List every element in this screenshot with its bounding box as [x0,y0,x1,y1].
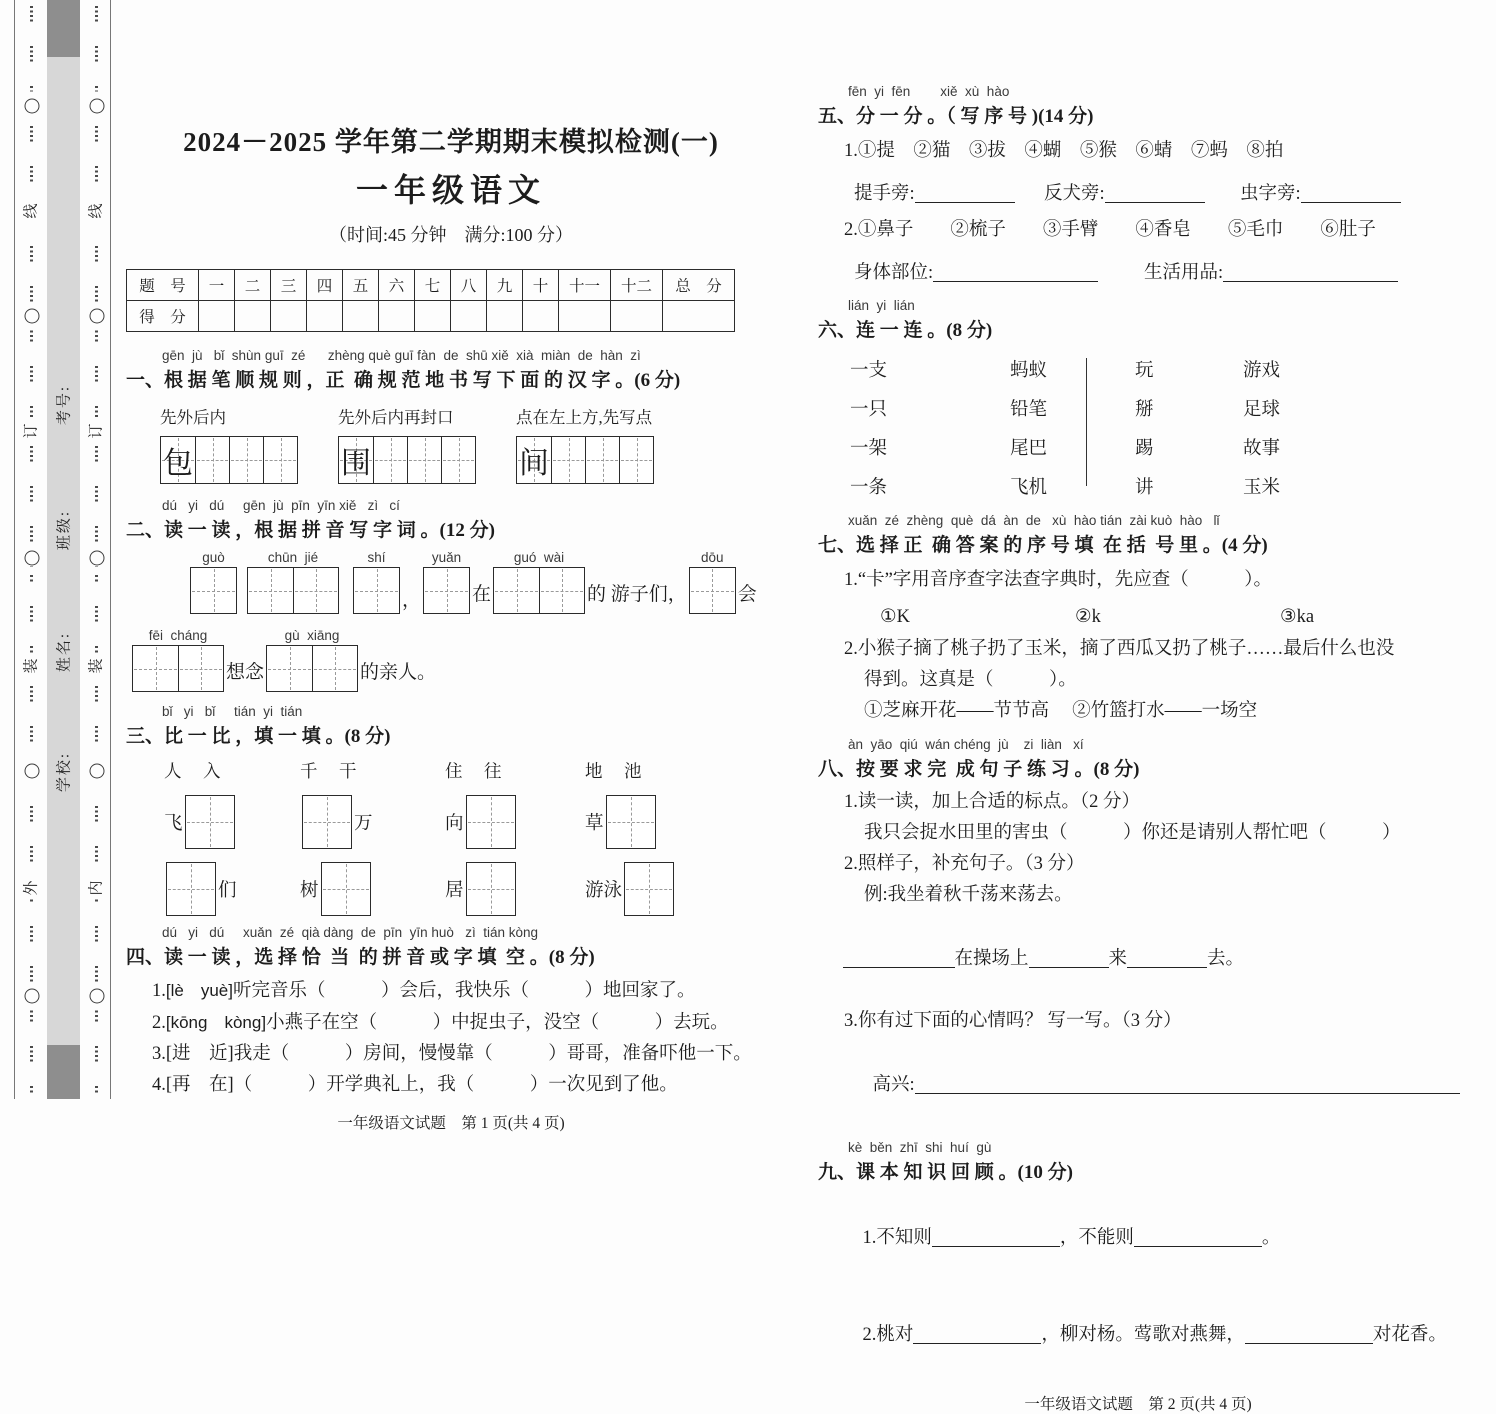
pinyin-box-unit [689,550,736,614]
fill-text: 们 [218,881,237,901]
fill-sentence [818,913,1458,1006]
match-term: 足球 [1243,400,1281,420]
score-table-score-row [127,301,735,332]
matching-divider [1086,358,1087,486]
choice-bracket: [进 近] [165,1044,234,1064]
binding-circle [24,551,39,566]
question-text: （ ）开学典礼上，我（ ）一次见到了他。 [233,1075,678,1095]
question-number: 2. [152,1013,166,1033]
pinyin-label: dōu [701,550,724,565]
answer-blank [933,261,1098,282]
fold-strip-dark-bottom [47,1045,80,1099]
answer-box [353,567,400,614]
option-item: ①K [880,607,910,627]
option-item: ②k [1075,607,1101,627]
pinyin-hint-s2: dú yi dú gēn jù pīn yīn xiě zì cí [162,498,400,513]
answer-blank [913,1323,1041,1344]
sentence-text: 想念 [226,662,265,683]
fill-item [585,861,776,917]
binding-circle [89,309,104,324]
fill-text: 向 [445,814,464,834]
answer-blank [915,182,1015,203]
exam-meta: （时间:45 分钟 满分:100 分） [328,225,573,245]
score-cell-empty [271,301,307,332]
score-row-label: 得 分 [127,301,199,332]
score-header-cell: 题 号 [127,270,199,301]
question-number: 1. [152,981,166,1001]
fill-text: 万 [354,814,373,834]
fill-text: 2.桃对 [862,1325,914,1345]
match-term: 一支 [850,361,888,381]
score-cell-empty [451,301,487,332]
section-heading-6: 六、连 一 连 。(8 分) [818,320,993,341]
score-header-cell: 总 分 [663,270,735,301]
stroke-order-exercise [126,404,776,484]
match-term: 踢 [1135,439,1154,459]
pinyin-hint-s3: bǐ yi bǐ tián yi tián [162,704,303,719]
answer-blank [1134,1226,1262,1247]
choice-bracket: [lè yuè] [165,981,233,1000]
score-header-cell: 十 [523,270,559,301]
blank-label: 身体部位: [854,263,934,283]
fill-item [445,861,585,917]
match-term: 飞机 [1010,478,1048,498]
pinyin-label: gù xiāng [284,628,340,643]
score-cell-empty [559,301,611,332]
pinyin-label: guó wài [513,550,565,565]
answer-box [321,862,371,916]
fill-text: 。 [1261,1228,1281,1248]
question-item: 得到。这真是（ ）。 [864,670,1077,690]
question-item: 3.你有过下面的心情吗？ 写一写。（3 分） [844,1011,1182,1031]
answer-blank [932,1226,1060,1247]
option-row [818,606,1458,628]
score-header-cell: 十一 [559,270,611,301]
score-header-cell: 一 [199,270,235,301]
binding-circle [24,764,39,779]
question-text: 小燕子在空（ ）中捉虫子，没空（ ）去玩。 [266,1013,729,1033]
pinyin-hint-s6: lián yi lián [848,298,915,313]
pinyin-hint-s4: dú yi dú xuǎn zé qià dàng de pīn yīn huò zì tián kòng [162,925,538,940]
example-sentence: 例:我坐着秋千荡来荡去。 [864,885,1073,905]
fill-text: 游泳 [585,881,623,901]
binding-char: 线 [22,199,41,222]
answer-box [466,862,516,916]
dotted-rule-left [23,6,39,1093]
match-term: 玩 [1135,361,1154,381]
margin-frame-line [14,0,15,1099]
pinyin-box-unit [132,628,224,692]
score-header-cell: 二 [235,270,271,301]
section-heading-2: 二、读 一 读 ，根 据 拼 音 写 字 词 。(12 分) [126,520,495,541]
category-blank-item [854,258,1144,284]
blank-label: 生活用品: [1144,263,1224,283]
section-heading-5: 五、分 一 分 。（ 写 序 号 )(14 分) [818,106,1094,127]
fill-text: 草 [585,814,604,834]
stroke-rule-label: 先外后内 [160,408,226,427]
score-cell-empty [307,301,343,332]
compare-column [300,758,445,917]
blank-label: 虫字旁: [1240,184,1301,204]
match-term: 一只 [850,400,888,420]
writing-grid [160,436,298,484]
blank-label: 反犬旁: [1044,184,1105,204]
question-item: 1.①提 ②猫 ③拔 ④蝴 ⑤猴 ⑥蜻 ⑦蚂 ⑧拍 [844,141,1284,161]
answer-blank [843,947,955,968]
score-header-cell: 五 [343,270,379,301]
page-1 [126,0,776,1133]
question-item: 2.①鼻子 ②梳子 ③手臂 ④香皂 ⑤毛巾 ⑥肚子 [844,220,1376,240]
pinyin-box-unit [423,550,470,614]
section-heading-1: 一、根 据 笔 顺 规 则 ，正 确 规 范 地 书 写 下 面 的 汉 字 。(6 分) [126,370,681,391]
score-cell-empty [199,301,235,332]
grid-char: 围 [341,447,371,480]
fill-text: 来 [1108,949,1128,969]
question-item [126,1070,776,1101]
recall-item [818,1289,1458,1382]
score-table-header-row [127,270,735,301]
binding-char: 内 [87,876,106,899]
answer-blank [1245,1323,1373,1344]
pinyin-label: shí [367,550,386,565]
fill-text: 对花香。 [1372,1325,1447,1345]
answer-box [266,645,358,692]
sentence-text: 的亲人。 [360,662,437,683]
fill-item [585,794,776,850]
pinyin-writing-line-1 [126,550,776,614]
score-cell-empty [415,301,451,332]
answer-box [493,567,585,614]
option-item: ③ka [1280,607,1315,627]
sentence-text: 会 [737,584,757,605]
answer-box [423,567,470,614]
fill-text: 飞 [164,814,183,834]
category-blank-item [1144,258,1458,284]
answer-box [166,862,216,916]
pinyin-hint-s9: kè běn zhī shi huí gù [848,1140,992,1155]
question-item: 1.读一读，加上合适的标点。（2 分） [844,792,1141,812]
question-item: 我只会捉水田里的害虫（ ）你还是请别人帮忙吧（ ） [864,823,1401,843]
pinyin-writing-line-2 [126,628,776,692]
answer-box [247,567,339,614]
strip-label-name: 姓名: [56,631,73,673]
score-header-cell: 七 [415,270,451,301]
binding-char: 订 [87,419,106,442]
match-term: 故事 [1243,439,1281,459]
pinyin-box-unit [266,628,358,692]
score-cell-empty [343,301,379,332]
answer-box [132,645,224,692]
option-row: ①芝麻开花——节节高 ②竹篮打水——一场空 [864,701,1258,721]
char-pair: 千 干 [300,761,359,781]
question-item: 2.照样子，补充句子。（3 分） [844,854,1085,874]
sentence-text: 在 [472,584,492,605]
answer-box [190,567,237,614]
stroke-order-item [338,404,476,484]
section-heading-9: 九、课 本 知 识 回 顾 。(10 分) [818,1162,1073,1183]
exam-subtitle: 一年级语文 [355,172,546,208]
question-item [126,1039,776,1070]
page-footer: 一年级语文试题 第 1 页(共 4 页) [337,1115,565,1132]
page-footer: 一年级语文试题 第 2 页(共 4 页) [1024,1396,1252,1413]
score-header-cell: 十二 [611,270,663,301]
fill-text: 居 [445,881,464,901]
compare-fill-exercise [126,758,776,917]
strip-label-class: 班级: [56,509,73,551]
binding-circle [24,989,39,1004]
char-pair: 住 往 [445,761,504,781]
category-blank-row [818,258,1458,284]
fill-text: 树 [300,881,319,901]
fill-text: 1.不知则 [862,1228,932,1248]
score-cell-empty [611,301,663,332]
binding-circle [89,551,104,566]
answer-box [466,795,516,849]
page-2 [818,0,1458,1414]
answer-box [185,795,235,849]
binding-circle [24,99,39,114]
blank-label: 提手旁: [854,184,915,204]
question-item [126,975,776,1007]
pinyin-hint-s5: fēn yi fēn xiě xù hào [848,84,1010,99]
matching-exercise [818,356,1458,499]
score-header-cell: 六 [379,270,415,301]
score-cell-empty [487,301,523,332]
compare-column [445,758,585,917]
section-heading-8: 八、按 要 求 完 成 句 子 练 习 。(8 分) [818,759,1140,780]
fill-text: ，柳对杨。莺歌对燕舞， [1041,1325,1245,1345]
answer-box [606,795,656,849]
pinyin-hint-s7: xuǎn zé zhèng què dá àn de xù hào tián zài kuò hào lǐ [848,513,1220,528]
pinyin-box-unit [493,550,585,614]
question-item: 2.小猴子摘了桃子扔了玉米，摘了西瓜又扔了桃子……最后什么也没 [844,639,1395,659]
section-heading-7: 七、选 择 正 确 答 案 的 序 号 填 在 括 号 里 。(4 分) [818,535,1268,556]
compare-column [164,758,300,917]
match-term: 讲 [1135,478,1154,498]
fill-text: 去。 [1207,949,1245,969]
pinyin-hint-s1: gēn jù bǐ shùn guī zé zhèng què guī fàn de shū xiě xià miàn de hàn zì [162,348,641,363]
binding-circle [24,309,39,324]
exam-title: 2024－2025 学年第二学期期末模拟检测(一) [183,127,719,157]
answer-box [302,795,352,849]
answer-blank [1127,947,1207,968]
match-term: 掰 [1135,400,1154,420]
sentence-text: 的 游子们， [587,584,687,605]
fill-item [164,794,300,850]
stroke-order-item [516,404,654,484]
score-cell-empty [235,301,271,332]
char-pair: 地 池 [585,761,644,781]
strip-label-exam-number: 考号: [56,384,73,426]
radical-blank-item [854,179,1044,205]
binding-char: 装 [22,654,41,677]
choice-bracket: [kōng kòng] [165,1013,267,1032]
fill-item [445,794,585,850]
score-table [126,269,735,332]
recall-item [818,1192,1458,1285]
fill-item [300,794,445,850]
section-heading-3: 三、比 一 比 ，填 一 填 。(8 分) [126,726,391,747]
question-text: 听完音乐（ ）会后，我快乐（ ）地回家了。 [232,981,696,1001]
fold-strip-dark-top [47,0,80,57]
pinyin-box-unit [247,550,339,614]
fill-text: ，不能则 [1059,1228,1134,1248]
binding-char: 订 [22,419,41,442]
choice-bracket: [再 在] [165,1075,234,1095]
blank-label: 高兴: [872,1075,915,1095]
match-term: 游戏 [1243,361,1281,381]
writing-grid [338,436,476,484]
compare-column [585,758,776,917]
pinyin-box-unit [190,550,237,614]
radical-blank-row [818,179,1458,205]
grid-char: 包 [163,447,193,480]
question-number: 3. [152,1044,166,1064]
score-cell-empty [379,301,415,332]
question-number: 4. [152,1075,166,1095]
emotion-line [818,1039,1458,1132]
binding-circle [89,99,104,114]
answer-blank [1301,182,1401,203]
radical-blank-item [1044,179,1240,205]
score-header-cell: 四 [307,270,343,301]
score-cell-empty [523,301,559,332]
binding-circle [89,989,104,1004]
answer-blank [915,1073,1460,1094]
answer-box [689,567,736,614]
score-cell-empty [663,301,735,332]
pinyin-label: fēi cháng [148,628,208,643]
match-term: 一条 [850,478,888,498]
writing-grid [516,436,654,484]
binding-circle [89,764,104,779]
sentence-text: ， [402,590,422,611]
score-header-cell: 九 [487,270,523,301]
strip-label-school: 学校: [56,751,73,793]
match-term: 蚂蚁 [1010,361,1048,381]
pinyin-label: guò [202,550,225,565]
stroke-rule-label: 先外后内再封口 [338,408,454,427]
radical-blank-item [1240,179,1458,205]
score-header-cell: 八 [451,270,487,301]
binding-char: 线 [87,199,106,222]
match-term: 一架 [850,439,888,459]
answer-blank [1223,261,1398,282]
stroke-rule-label: 点在左上方,先写点 [516,408,653,427]
dotted-rule-right [88,6,104,1093]
binding-char: 装 [87,654,106,677]
char-pair: 人 入 [164,761,223,781]
pinyin-box-unit [353,550,400,614]
question-item [126,1007,776,1039]
answer-blank [1105,182,1205,203]
stroke-order-item [160,404,298,484]
section-heading-4: 四、读 一 读 ，选 择 恰 当 的 拼 音 或 字 填 空 。(8 分) [126,947,595,968]
score-header-cell: 三 [271,270,307,301]
binding-char: 外 [22,876,41,899]
answer-box [624,862,674,916]
grid-char: 间 [519,447,549,480]
fill-item [164,861,300,917]
fill-item [300,861,445,917]
pinyin-label: yuǎn [431,550,462,565]
answer-blank [1029,947,1109,968]
match-term: 铅笔 [1010,400,1048,420]
fill-text: 在操场上 [954,949,1029,969]
question-item: 1.“卡”字用音序查字法查字典时，先应查（ ）。 [844,570,1273,590]
pinyin-label: chūn jié [267,550,319,565]
match-term: 玉米 [1243,478,1281,498]
margin-frame-line [110,0,111,1099]
pinyin-hint-s8: àn yāo qiú wán chéng jù zi liàn xí [848,737,1084,752]
match-term: 尾巴 [1010,439,1048,459]
question-text: 我走（ ）房间，慢慢靠（ ）哥哥，准备吓他一下。 [233,1044,752,1064]
